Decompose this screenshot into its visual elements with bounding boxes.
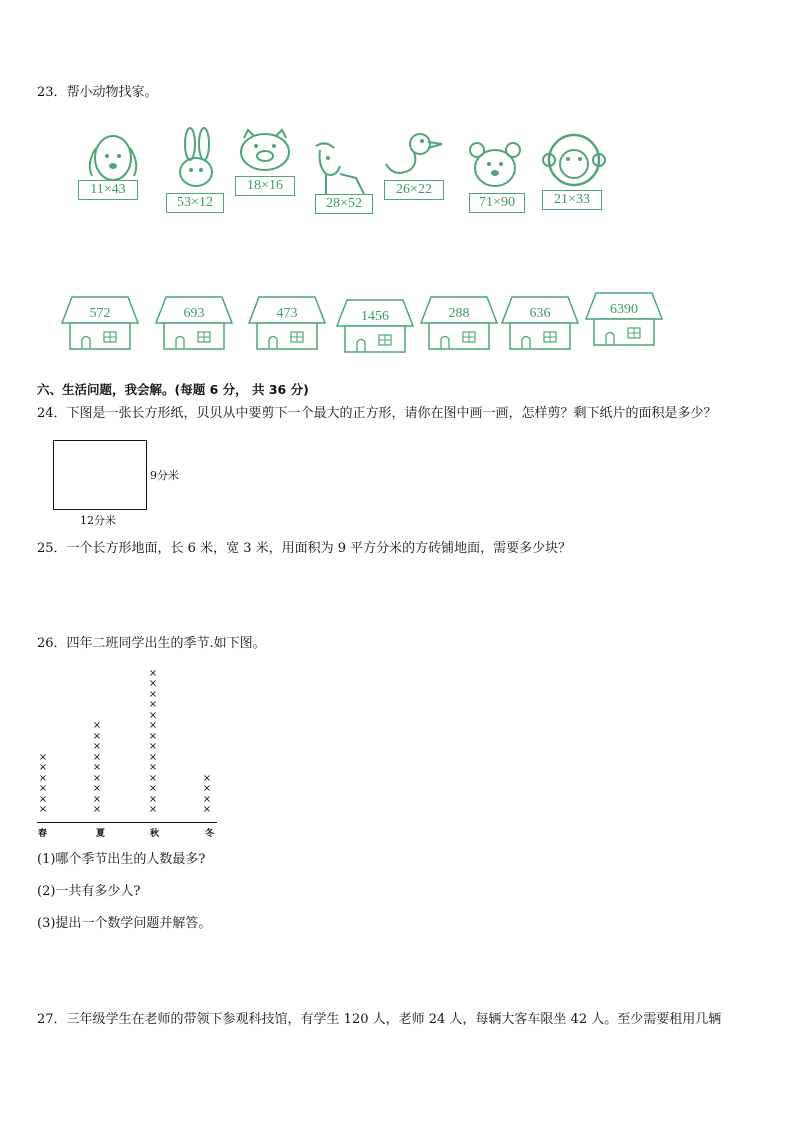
rabbit-icon: [166, 126, 226, 196]
axis-label-autumn: 秋: [150, 829, 160, 839]
cross-mark: ×: [92, 804, 102, 815]
question-27-text: 27．三年级学生在老师的带领下参观科技馆，有学生 120 人，老师 24 人，每辆大客车限坐 42 人。至少需要租用几辆: [37, 1012, 722, 1027]
pig-icon: [234, 128, 296, 176]
cross-mark: ×: [38, 793, 48, 805]
cross-mark: ×: [148, 678, 158, 689]
cross-mark: ×: [92, 741, 102, 752]
x-axis: [37, 822, 217, 823]
bear-icon: [467, 140, 523, 194]
axis-label-winter: 冬: [205, 829, 215, 839]
rectangle-paper: [53, 440, 147, 510]
animal-sign: 18×16: [235, 176, 295, 196]
house-icon: [156, 297, 232, 349]
cross-mark: ×: [148, 720, 158, 731]
cross-mark: ×: [92, 762, 102, 773]
cross-mark: ×: [148, 667, 158, 679]
sub-question-1: (1)哪个季节出生的人数最多?: [37, 852, 206, 867]
monkey-icon: [539, 132, 609, 192]
cross-mark: ×: [92, 730, 102, 742]
cross-mark: ×: [38, 751, 48, 763]
house-icon: [249, 297, 325, 349]
cross-mark: ×: [202, 804, 212, 815]
house-icon: [502, 297, 578, 349]
cross-mark: ×: [38, 772, 48, 784]
cross-mark: ×: [92, 793, 102, 805]
cross-mark: ×: [38, 762, 48, 773]
house-icon: [421, 297, 497, 349]
cross-mark: ×: [202, 783, 212, 794]
animal-sign: 11×43: [78, 180, 138, 200]
house-number: 288: [448, 306, 470, 321]
cross-mark: ×: [148, 804, 158, 815]
question-25-text: 25．一个长方形地面，长 6 米，宽 3 米，用面积为 9 平方分米的方砖铺地面，需要多少块？: [37, 541, 572, 556]
house-number: 6390: [610, 302, 638, 317]
cross-mark: ×: [148, 741, 158, 752]
animal-sign: 28×52: [315, 194, 373, 214]
axis-label-summer: 夏: [96, 829, 106, 839]
animal-sign: 26×22: [384, 180, 444, 200]
cross-mark: ×: [92, 720, 102, 731]
cross-mark: ×: [148, 688, 158, 700]
cross-mark: ×: [148, 751, 158, 763]
animal-sign: 71×90: [469, 193, 525, 213]
animal-sign: 53×12: [166, 193, 224, 213]
sub-question-2: (2)一共有多少人?: [37, 884, 141, 899]
cross-mark: ×: [202, 793, 212, 805]
section-heading: 六、生活问题，我会解。(每题 6 分， 共 36 分): [37, 382, 309, 397]
cross-mark: ×: [38, 783, 48, 794]
cross-mark: ×: [148, 709, 158, 721]
house-icon: [337, 300, 413, 352]
house-icon: [62, 297, 138, 349]
house-icon: [586, 293, 662, 345]
house-number: 572: [89, 306, 111, 321]
sub-question-3: (3)提出一个数学问题并解答。: [37, 916, 212, 931]
house-number: 1456: [361, 309, 389, 324]
cross-mark: ×: [202, 772, 212, 784]
house-number: 473: [276, 306, 298, 321]
width-label: 12分米: [80, 514, 116, 527]
cross-mark: ×: [38, 804, 48, 815]
duck-icon: [380, 130, 446, 182]
question-23-text: 23．帮小动物找家。: [37, 85, 158, 100]
cross-mark: ×: [148, 783, 158, 794]
height-label: 9分米: [150, 469, 179, 482]
question-24-text: 24．下图是一张长方形纸，贝贝从中要剪下一个最大的正方形，请你在图中画一画，怎样剪？剩下纸片的面积是多少？: [37, 406, 717, 421]
animal-sign: 21×33: [542, 190, 602, 210]
cross-mark: ×: [92, 772, 102, 784]
house-number: 693: [183, 306, 205, 321]
axis-label-spring: 春: [38, 829, 48, 839]
cross-mark: ×: [148, 762, 158, 773]
goat-icon: [306, 138, 370, 198]
houses-row: [0, 285, 794, 360]
question-26-text: 26．四年二班同学出生的季节.如下图。: [37, 636, 266, 651]
cross-mark: ×: [92, 751, 102, 763]
house-number: 636: [529, 306, 551, 321]
cross-mark: ×: [148, 772, 158, 784]
cross-mark: ×: [148, 699, 158, 710]
cross-mark: ×: [148, 793, 158, 805]
cross-mark: ×: [148, 730, 158, 742]
cross-mark: ×: [92, 783, 102, 794]
